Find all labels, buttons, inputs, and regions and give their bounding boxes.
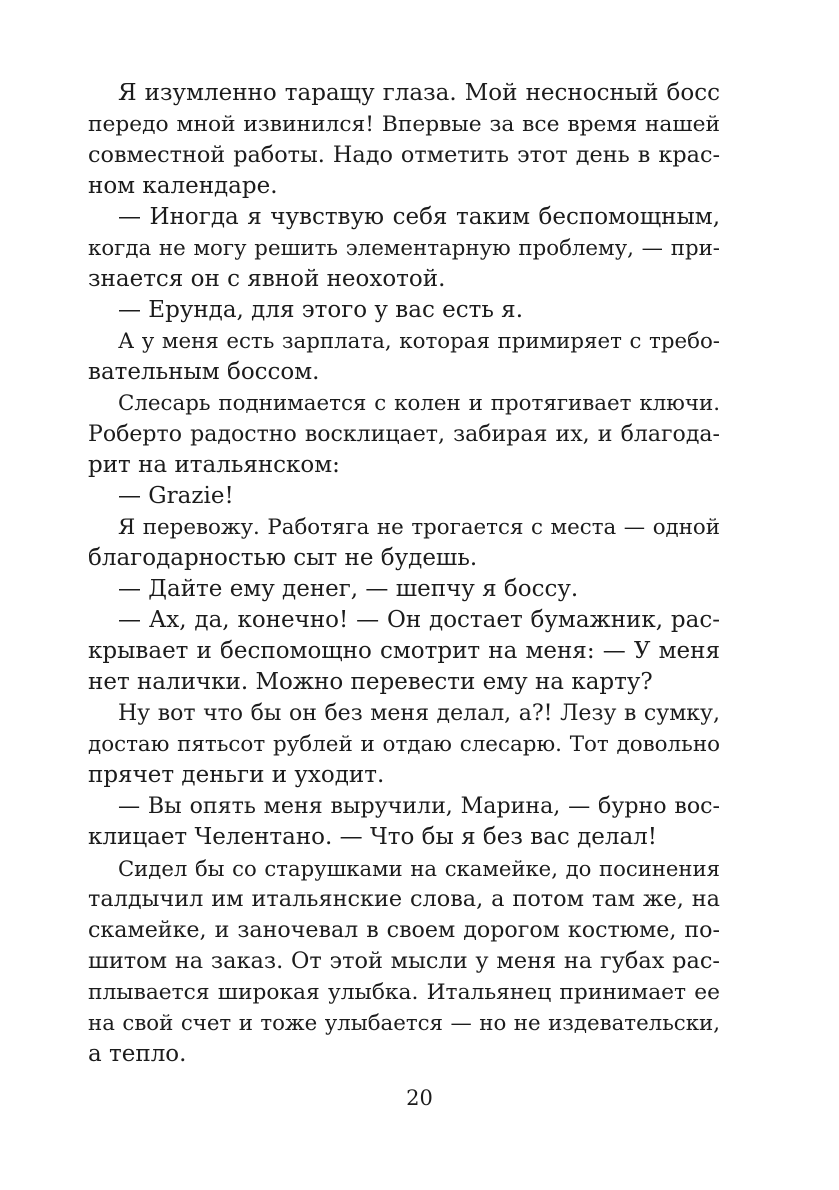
text-line: скамейке, и заночевал в своем дорогом костюме, по- xyxy=(88,917,720,943)
paragraph xyxy=(88,481,720,512)
paragraph xyxy=(88,78,720,202)
text-line: ном календаре. xyxy=(88,173,278,199)
paragraph xyxy=(88,512,720,574)
text-line: А у меня есть зарплата, которая примиряет с требо- xyxy=(118,329,720,354)
text-line: Сидел бы со старушками на скамейке, до посинения xyxy=(118,856,720,881)
text-line: — Дайте ему денег, — шепчу я боссу. xyxy=(118,576,579,602)
paragraph xyxy=(88,791,720,853)
text-line: — Иногда я чувствую себя таким беспомощным, xyxy=(118,204,720,230)
text-line: нет налички. Можно перевести ему на карту? xyxy=(88,669,653,695)
text-line: клицает Челентано. — Что бы я без вас делал! xyxy=(88,824,658,850)
text-line: совместной работы. Надо отметить этот день в крас- xyxy=(88,142,720,168)
text-line: Ну вот что бы он без меня делал, а?! Лезу в сумку, xyxy=(118,701,720,726)
text-line: на свой счет и тоже улыбается — но не издевательски, xyxy=(88,1011,720,1036)
text-line: а тепло. xyxy=(88,1041,187,1067)
text-line: — Ерунда, для этого у вас есть я. xyxy=(118,297,524,323)
paragraph xyxy=(88,853,720,1070)
text-line: — Grazie! xyxy=(118,483,234,509)
paragraph xyxy=(88,202,720,295)
text-line: рит на итальянском: xyxy=(88,452,340,478)
text-line: достаю пятьсот рублей и отдаю слесарю. Тот довольно xyxy=(88,732,720,757)
text-line: талдычил им итальянские слова, а потом там же, на xyxy=(88,886,720,912)
text-line: — Вы опять меня выручили, Марина, — бурно вос- xyxy=(118,793,720,819)
paragraph xyxy=(88,295,720,326)
text-line: когда не могу решить элементарную проблему, — при- xyxy=(88,236,720,261)
text-line: Роберто радостно восклицает, забирая их, и благода- xyxy=(88,422,720,447)
text-line: Я изумленно таращу глаза. Мой несносный босс xyxy=(118,80,720,106)
text-line: плывается широкая улыбка. Итальянец принимает ее xyxy=(88,980,720,1005)
text-line: знается он с явной неохотой. xyxy=(88,266,446,292)
page-number: 20 xyxy=(406,1086,433,1110)
paragraph xyxy=(88,388,720,481)
text-line: Я перевожу. Работяга не трогается с места — одной xyxy=(118,515,720,540)
body-text xyxy=(88,78,720,1070)
text-line: вательным боссом. xyxy=(88,359,320,385)
text-line: — Ах, да, конечно! — Он достает бумажник, рас- xyxy=(118,607,720,633)
paragraph xyxy=(88,574,720,605)
paragraph xyxy=(88,326,720,388)
text-line: шитом на заказ. От этой мысли у меня на губах рас- xyxy=(88,948,720,974)
text-line: благодарностью сыт не будешь. xyxy=(88,545,478,571)
paragraph xyxy=(88,698,720,791)
text-line: передо мной извинился! Впервые за все время нашей xyxy=(88,112,720,137)
text-line: Слесарь поднимается с колен и протягивает ключи. xyxy=(118,391,720,416)
text-line: крывает и беспомощно смотрит на меня: — У меня xyxy=(88,638,720,664)
paragraph xyxy=(88,605,720,698)
text-line: прячет деньги и уходит. xyxy=(88,762,385,788)
